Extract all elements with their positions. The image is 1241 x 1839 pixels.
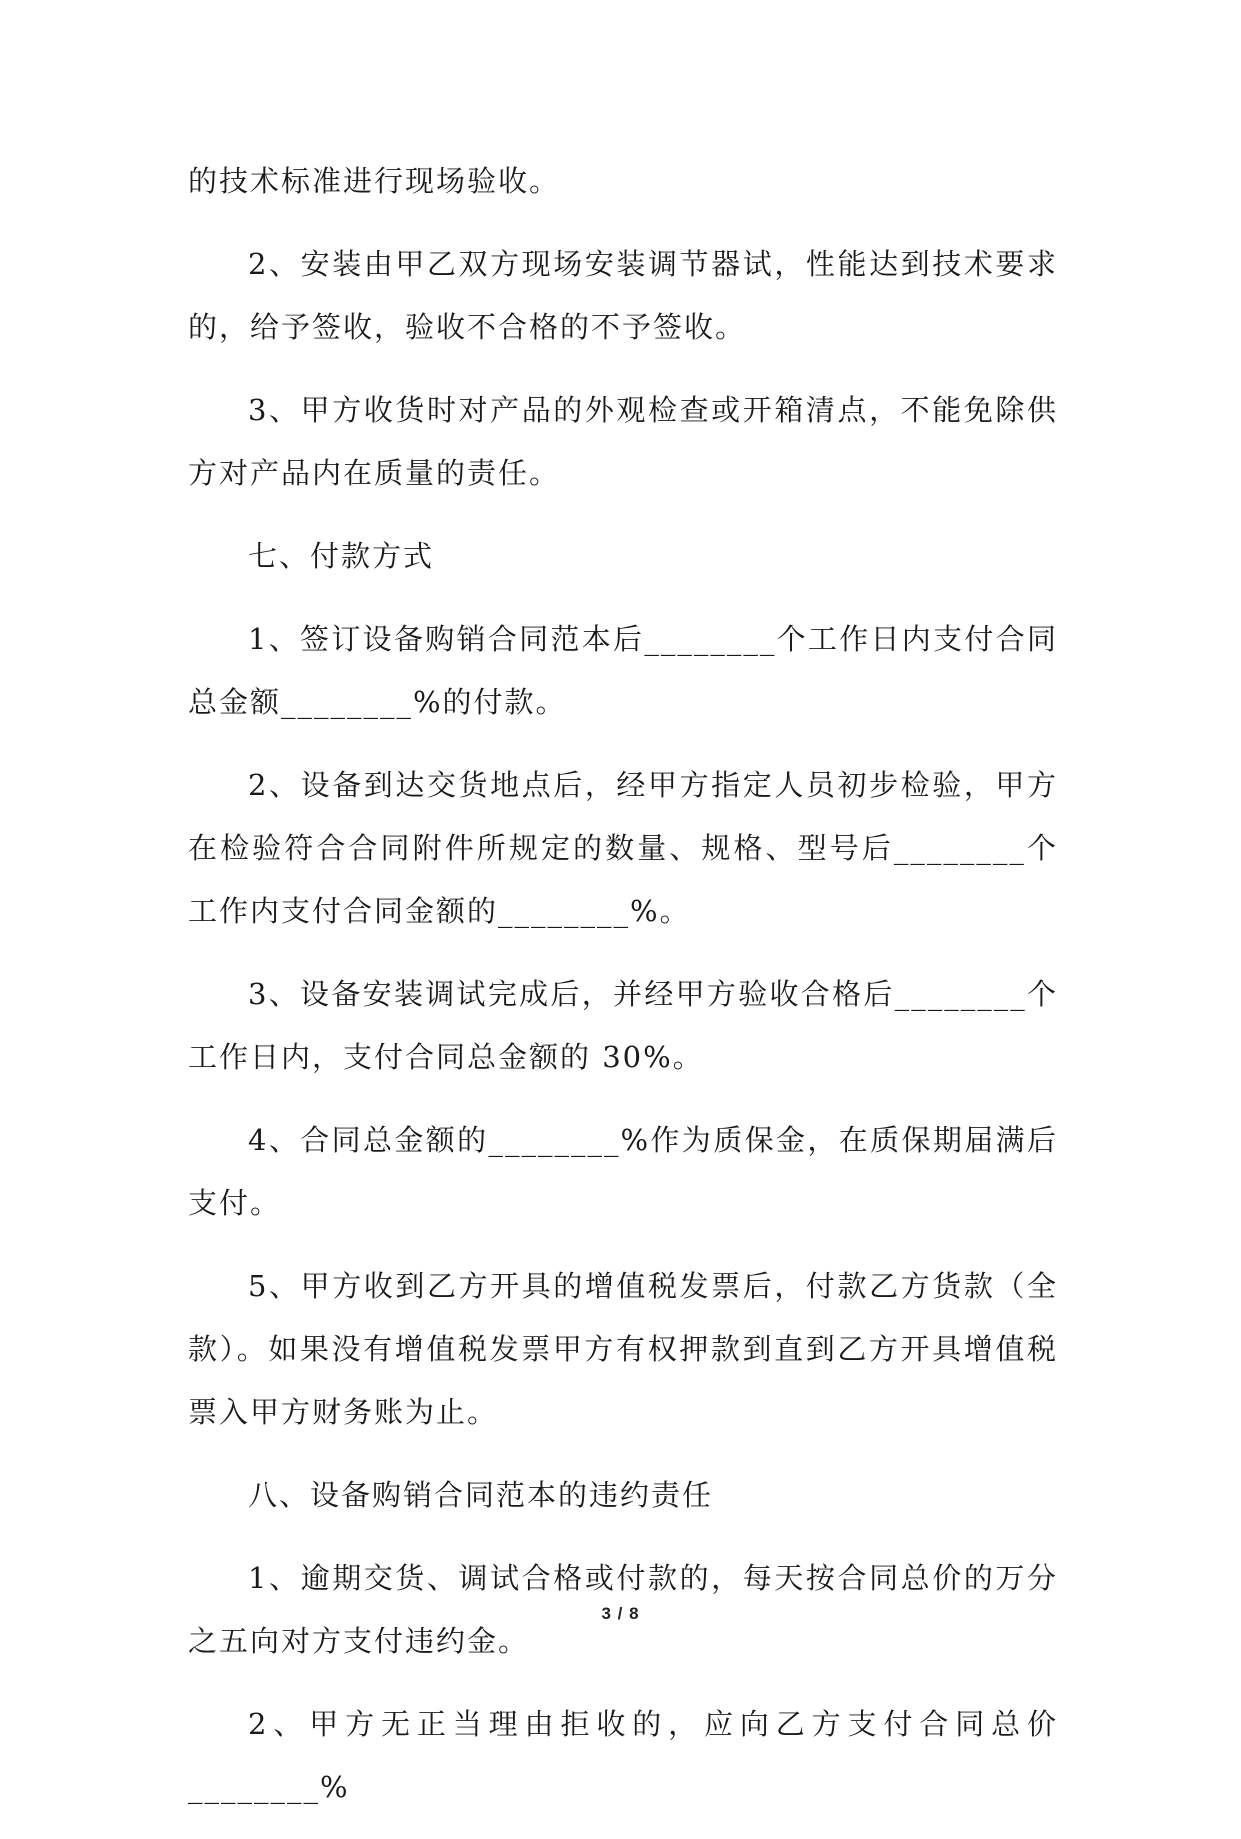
paragraph-payment-5: 5、甲方收到乙方开具的增值税发票后，付款乙方货款（全款）。如果没有增值税发票甲方有权押款到直到乙方开具增值税票入甲方财务账为止。 (188, 1269, 1058, 1429)
paragraph-breach-1: 1、逾期交货、调试合格或付款的，每天按合同总价的万分之五向对方支付违约金。 (188, 1561, 1058, 1658)
paragraph-inspection-liability: 3、甲方收货时对产品的外观检查或开箱清点，不能免除供方对产品内在质量的责任。 (188, 393, 1058, 490)
document-body (188, 150, 1058, 1839)
paragraph-payment-1: 1、签订设备购销合同范本后________个工作日内支付合同总金额________%的付款。 (188, 622, 1058, 719)
page-number: 3 / 8 (601, 1604, 640, 1623)
paragraph-continuation: 的技术标准进行现场验收。 (188, 164, 561, 198)
paragraph-payment-3: 3、设备安装调试完成后，并经甲方验收合格后________个工作日内，支付合同总金额的 30%。 (188, 977, 1058, 1074)
section-heading-breach: 八、设备购销合同范本的违约责任 (248, 1478, 714, 1512)
paragraph-payment-4: 4、合同总金额的________%作为质保金，在质保期届满后支付。 (188, 1123, 1058, 1220)
section-heading-payment: 七、付款方式 (248, 539, 435, 573)
paragraph-payment-2: 2、设备到达交货地点后，经甲方指定人员初步检验，甲方在检验符合合同附件所规定的数量、规格、型号后________个工作内支付合同金额的________%。 (188, 768, 1058, 928)
paragraph-breach-2: 2、甲方无正当理由拒收的，应向乙方支付合同总价________% (188, 1707, 1058, 1804)
paragraph-install-acceptance: 2、安装由甲乙双方现场安装调节器试，性能达到技术要求的，给予签收，验收不合格的不予签收。 (188, 247, 1058, 344)
